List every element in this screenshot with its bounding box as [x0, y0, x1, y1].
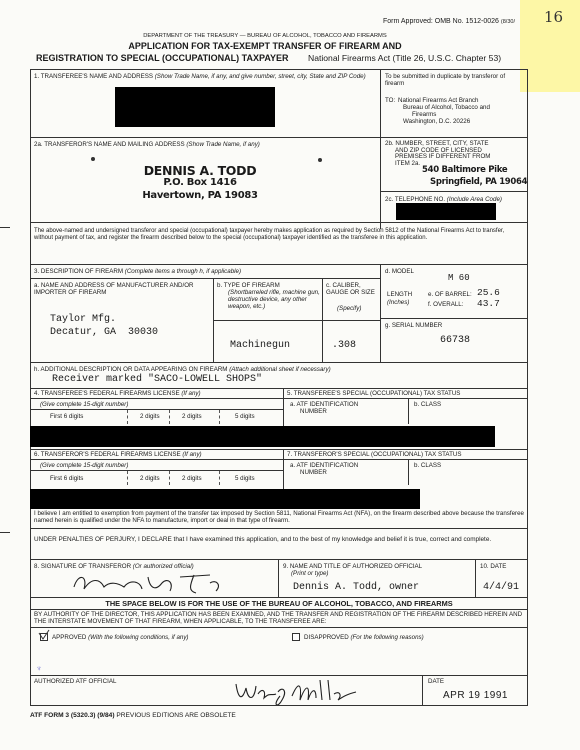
rule: [30, 278, 380, 279]
section7-class-label: b. CLASS: [414, 462, 442, 469]
rule: [408, 398, 409, 424]
rule: [380, 191, 528, 192]
section4-col-5: 5 digits: [235, 413, 255, 420]
section5-label: 5. TRANSFEREE'S SPECIAL (OCCUPATIONAL) TAX STATUS: [287, 390, 461, 397]
premises-street: 540 Baltimore Pike: [422, 165, 508, 175]
serial-number-value: 66738: [440, 335, 471, 346]
caliber-label: c. CALIBER, GAUGE OR SIZE: [326, 282, 375, 297]
transferor-box: P.O. Box 1416: [163, 177, 237, 188]
bullet-icon: [91, 157, 95, 161]
date-value: 4/4/91: [483, 582, 520, 593]
length-label: LENGTH: [387, 291, 413, 298]
official-name-value: Dennis A. Todd, owner: [293, 582, 420, 593]
section4-col-2b: 2 digits: [182, 413, 202, 420]
rule: [30, 222, 528, 223]
omb-number: Form Approved: OMB No. 1512-0026 (8/30/: [383, 18, 515, 25]
rule: [30, 388, 528, 389]
transferor-signature: [70, 569, 230, 597]
rule: [475, 559, 476, 597]
official-name-label: 9. NAME AND TITLE OF AUTHORIZED OFFICIAL: [283, 563, 423, 570]
redacted-transferee-name: [115, 87, 275, 127]
manufacturer-name: Taylor Mfg.: [50, 314, 117, 325]
rule: [30, 559, 528, 560]
section2a-label: 2a. TRANSFEROR'S NAME AND MAILING ADDRESS (Show Trade Name, if any): [34, 141, 260, 148]
perjury-statement: UNDER PENALTIES OF PERJURY, I DECLARE that I have examined this application, and to the best of my knowledge and belief it is true, correct and complete.: [34, 536, 492, 543]
application-statement: The above-named and undersigned transferor and special (occupational) taxpayer hereby makes application as required by Section 5812 of the National Firearms Act to transfer, without payment of tax, and register the firearm described below to the special (occupational) taxpayer identified as the transferee in this application.: [34, 228, 505, 241]
to-address-line2: Bureau of Alcohol, Tobacco and: [403, 104, 490, 111]
approval-mark: ♆: [36, 664, 42, 673]
rule: [30, 459, 283, 460]
rule: [380, 69, 381, 229]
manufacturer-city: Decatur, GA 30030: [50, 327, 159, 338]
section6-hint: (Give complete 15-digit number): [40, 462, 129, 469]
rule: [30, 627, 528, 628]
length-hint: (Inches): [387, 299, 410, 306]
section4-hint: (Give complete 15-digit number): [40, 401, 129, 408]
rule: [283, 459, 528, 460]
atf-official-label: AUTHORIZED ATF OFFICIAL: [34, 678, 117, 685]
additional-description-label: h. ADDITIONAL DESCRIPTION OR DATA APPEARING ON FIREARM (Attach additional sheet if necessary): [34, 366, 331, 373]
transferor-name: DENNIS A. TODD: [143, 163, 257, 178]
margin-mark: [0, 227, 10, 228]
section7-label: 7. TRANSFEROR'S SPECIAL (OCCUPATIONAL) TAX STATUS: [287, 451, 462, 458]
rule: [30, 409, 283, 410]
rule: [213, 320, 322, 321]
barrel-length-value: 25.6: [477, 287, 500, 298]
divider: [219, 471, 220, 485]
rule: [278, 559, 279, 597]
rule: [30, 449, 528, 450]
form-title-line1: APPLICATION FOR TAX-EXEMPT TRANSFER OF FIREARM AND: [128, 41, 402, 51]
section6-col-first: First 6 digits: [50, 475, 84, 482]
redacted-transferor-license: [30, 489, 420, 509]
redacted-telephone: [396, 203, 496, 220]
official-name-hint: (Print or type): [291, 570, 329, 577]
rule: [30, 528, 528, 529]
section6-label: 6. TRANSFEROR'S FEDERAL FIREARMS LICENSE (If any): [34, 451, 202, 458]
atf-section-header: THE SPACE BELOW IS FOR THE USE OF THE BUREAU OF ALCOHOL, TOBACCO, AND FIREARMS: [105, 599, 453, 608]
rule: [408, 459, 409, 485]
overall-length-label: f. OVERALL:: [428, 301, 464, 308]
barrel-length-label: e. OF BARREL:: [428, 291, 472, 298]
divider: [127, 471, 128, 485]
rule: [30, 362, 528, 363]
approved-label: APPROVED (With the following conditions, if any): [52, 634, 189, 641]
divider: [219, 410, 220, 424]
section6-col-5: 5 digits: [235, 475, 255, 482]
check-mark-icon: [37, 628, 51, 642]
section6-col-2a: 2 digits: [140, 475, 160, 482]
rule: [30, 470, 283, 471]
submit-note: To be submitted in duplicate by transferor of firearm: [385, 73, 506, 88]
divider: [169, 471, 170, 485]
rule: [30, 705, 528, 706]
to-address-line4: Washington, D.C. 20226: [403, 118, 471, 125]
rule: [30, 597, 528, 598]
date-label: 10. DATE: [480, 563, 507, 570]
form-footer: ATF FORM 3 (5320.3) (9/84) PREVIOUS EDITIONS ARE OBSOLETE: [30, 712, 236, 719]
rule: [30, 398, 283, 399]
rule: [30, 69, 528, 70]
rule: [422, 675, 423, 705]
section4-label: 4. TRANSFEREE'S FEDERAL FIREARMS LICENSE (If any): [34, 390, 201, 397]
transferor-city: Havertown, PA 19083: [142, 190, 258, 201]
rule: [30, 609, 528, 610]
rule: [283, 398, 528, 399]
to-address-line3: Firearms: [412, 111, 437, 118]
firearm-type-value: Machinegun: [230, 340, 291, 351]
section4-col-2a: 2 digits: [140, 413, 160, 420]
sticky-note-number: 16: [544, 8, 564, 26]
divider: [127, 410, 128, 424]
sticky-note: [520, 0, 580, 92]
rule: [30, 264, 528, 265]
model-label: d. MODEL: [385, 268, 414, 275]
rule: [30, 137, 528, 138]
section3-label: 3. DESCRIPTION OF FIREARM (Complete items a through h, if applicable): [34, 268, 242, 275]
firearm-type-hint: (Shortbarreled rifle, machine gun, destructive device, any other weapon, etc.): [228, 289, 320, 311]
redacted-transferee-license: [30, 426, 495, 447]
section6-col-2b: 2 digits: [182, 475, 202, 482]
section5-class-label: b. CLASS: [414, 401, 442, 408]
section2c-label: 2c. TELEPHONE NO. (Include Area Code): [385, 196, 502, 203]
department-line: DEPARTMENT OF THE TREASURY — BUREAU OF ALCOHOL, TOBACCO AND FIREARMS: [143, 33, 387, 39]
premises-city: Springfield, PA 19064: [430, 177, 528, 187]
disapproved-checkbox[interactable]: [292, 633, 300, 641]
form-title-act: National Firearms Act (Title 26, U.S.C. Chapter 53): [308, 53, 502, 63]
additional-description-value: Receiver marked "SACO-LOWELL SHOPS": [52, 374, 263, 385]
to-label: TO:: [385, 97, 396, 104]
exemption-statement: I believe I am entitled to exemption from payment of the transfer tax imposed by Section 5811, National Firearms Act (NFA), on the firearm described above because the transferee named herein is qualified under the NFA to manufacture, import or deal in that type of firearm.: [34, 510, 524, 525]
to-address-line1: National Firearms Act Branch: [398, 97, 479, 104]
manufacturer-label: a. NAME AND ADDRESS OF MANUFACTURER AND/OR IMPORTER OF FIREARM: [34, 282, 194, 297]
rule: [380, 318, 528, 319]
rule: [380, 264, 381, 362]
section5-atf-id-label: a. ATF IDENTIFICATION NUMBER: [290, 401, 359, 416]
caliber-value: .308: [332, 340, 357, 351]
form-title-line2: REGISTRATION TO SPECIAL (OCCUPATIONAL) TAXPAYER: [36, 53, 289, 63]
section1-label: 1. TRANSFEREE'S NAME AND ADDRESS (Show Trade Name, if any, and give number, street, city, State and ZIP Code): [34, 73, 366, 80]
atf-date-label: DATE: [428, 678, 445, 685]
atf-authority-statement: BY AUTHORITY OF THE DIRECTOR, THIS APPLICATION HAS BEEN EXAMINED, AND THE TRANSFER AND REGISTRATION OF THE FIREARM DESCRIBED HEREIN AND THE INTERSTATE MOVEMENT OF THAT FIREARM, WHEN APPLICABLE, TO THE TRANSFEREE ARE:: [34, 611, 523, 626]
serial-number-label: g. SERIAL NUMBER: [385, 322, 443, 329]
overall-length-value: 43.7: [477, 298, 500, 309]
signature-label: 8. SIGNATURE OF TRANSFEROR (Or authorized official): [34, 563, 194, 570]
caliber-hint: (Specify): [337, 305, 362, 312]
bullet-icon: [318, 158, 322, 162]
firearm-type-label: b. TYPE OF FIREARM: [217, 282, 280, 289]
model-value: M 60: [448, 273, 470, 283]
atf-date-stamp: APR 19 1991: [443, 690, 508, 701]
rule: [322, 320, 380, 321]
section4-col-first: First 6 digits: [50, 413, 84, 420]
margin-mark: [0, 532, 10, 533]
section2b-label: 2b. NUMBER, STREET, CITY, STATE AND ZIP CODE OF LICENSED PREMISES IF DIFFERENT FROM ITEM 2a.: [385, 140, 491, 167]
disapproved-label: DISAPPROVED (For the following reasons): [304, 634, 424, 641]
divider: [169, 410, 170, 424]
section7-atf-id-label: a. ATF IDENTIFICATION NUMBER: [290, 462, 359, 477]
